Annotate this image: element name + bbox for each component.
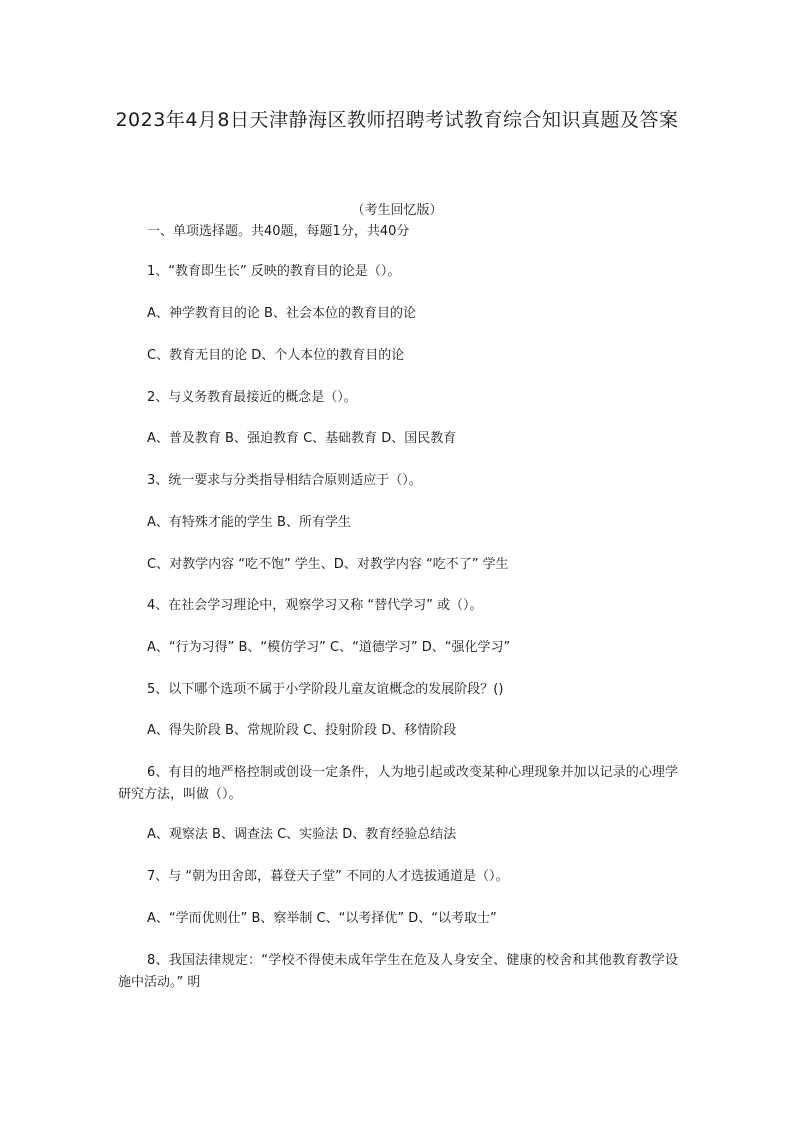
question-3: 3、统一要求与分类指导相结合原则适应于（）。 xyxy=(147,473,422,488)
question-7-options: A、“学而优则仕” B、察举制 C、“以考择优” D、“以考取士” xyxy=(147,911,497,926)
question-7: 7、与 “朝为田舍郎，暮登天子堂” 不同的人才选拔通道是（）。 xyxy=(147,869,509,884)
question-8: 8、我国法律规定：“学校不得使未成年学生在危及人身安全、健康的校舍和其他教育教学设施中活动。” 明 xyxy=(118,953,678,990)
question-2-options: A、普及教育 B、强迫教育 C、基础教育 D、国民教育 xyxy=(147,431,457,446)
document-title: 2023年4月8日天津静海区教师招聘考试教育综合知识真题及答案 xyxy=(115,109,679,131)
question-1: 1、“教育即生长” 反映的教育目的论是（）。 xyxy=(147,264,401,279)
question-3-options-ab: A、有特殊才能的学生 B、所有学生 xyxy=(147,515,351,530)
question-5-options: A、得失阶段 B、常规阶段 C、投射阶段 D、移情阶段 xyxy=(147,723,457,738)
question-3-options-cd: C、对教学内容 “吃不饱” 学生、D、对教学内容 “吃不了” 学生 xyxy=(147,557,509,572)
question-4: 4、在社会学习理论中，观察学习又称 “替代学习” 或（）。 xyxy=(147,598,483,613)
section-heading: 一、单项选择题。共40题，每题1分，共40分 xyxy=(147,224,410,239)
question-1-options-cd: C、教育无目的论 D、个人本位的教育目的论 xyxy=(147,348,405,363)
question-2: 2、与义务教育最接近的概念是（）。 xyxy=(147,390,357,405)
question-6: 6、有目的地严格控制或创设一定条件，人为地引起或改变某种心理现象并加以记录的心理学研究方法，叫做（）。 xyxy=(118,765,678,802)
document-subtitle: （考生回忆版） xyxy=(351,203,443,218)
question-4-options: A、“行为习得” B、“模仿学习” C、“道德学习” D、“强化学习” xyxy=(147,640,511,655)
question-6-options: A、观察法 B、调查法 C、实验法 D、教育经验总结法 xyxy=(147,827,457,842)
question-5: 5、以下哪个选项不属于小学阶段儿童友谊概念的发展阶段？() xyxy=(147,682,504,697)
question-1-options-ab: A、神学教育目的论 B、社会本位的教育目的论 xyxy=(147,306,416,321)
